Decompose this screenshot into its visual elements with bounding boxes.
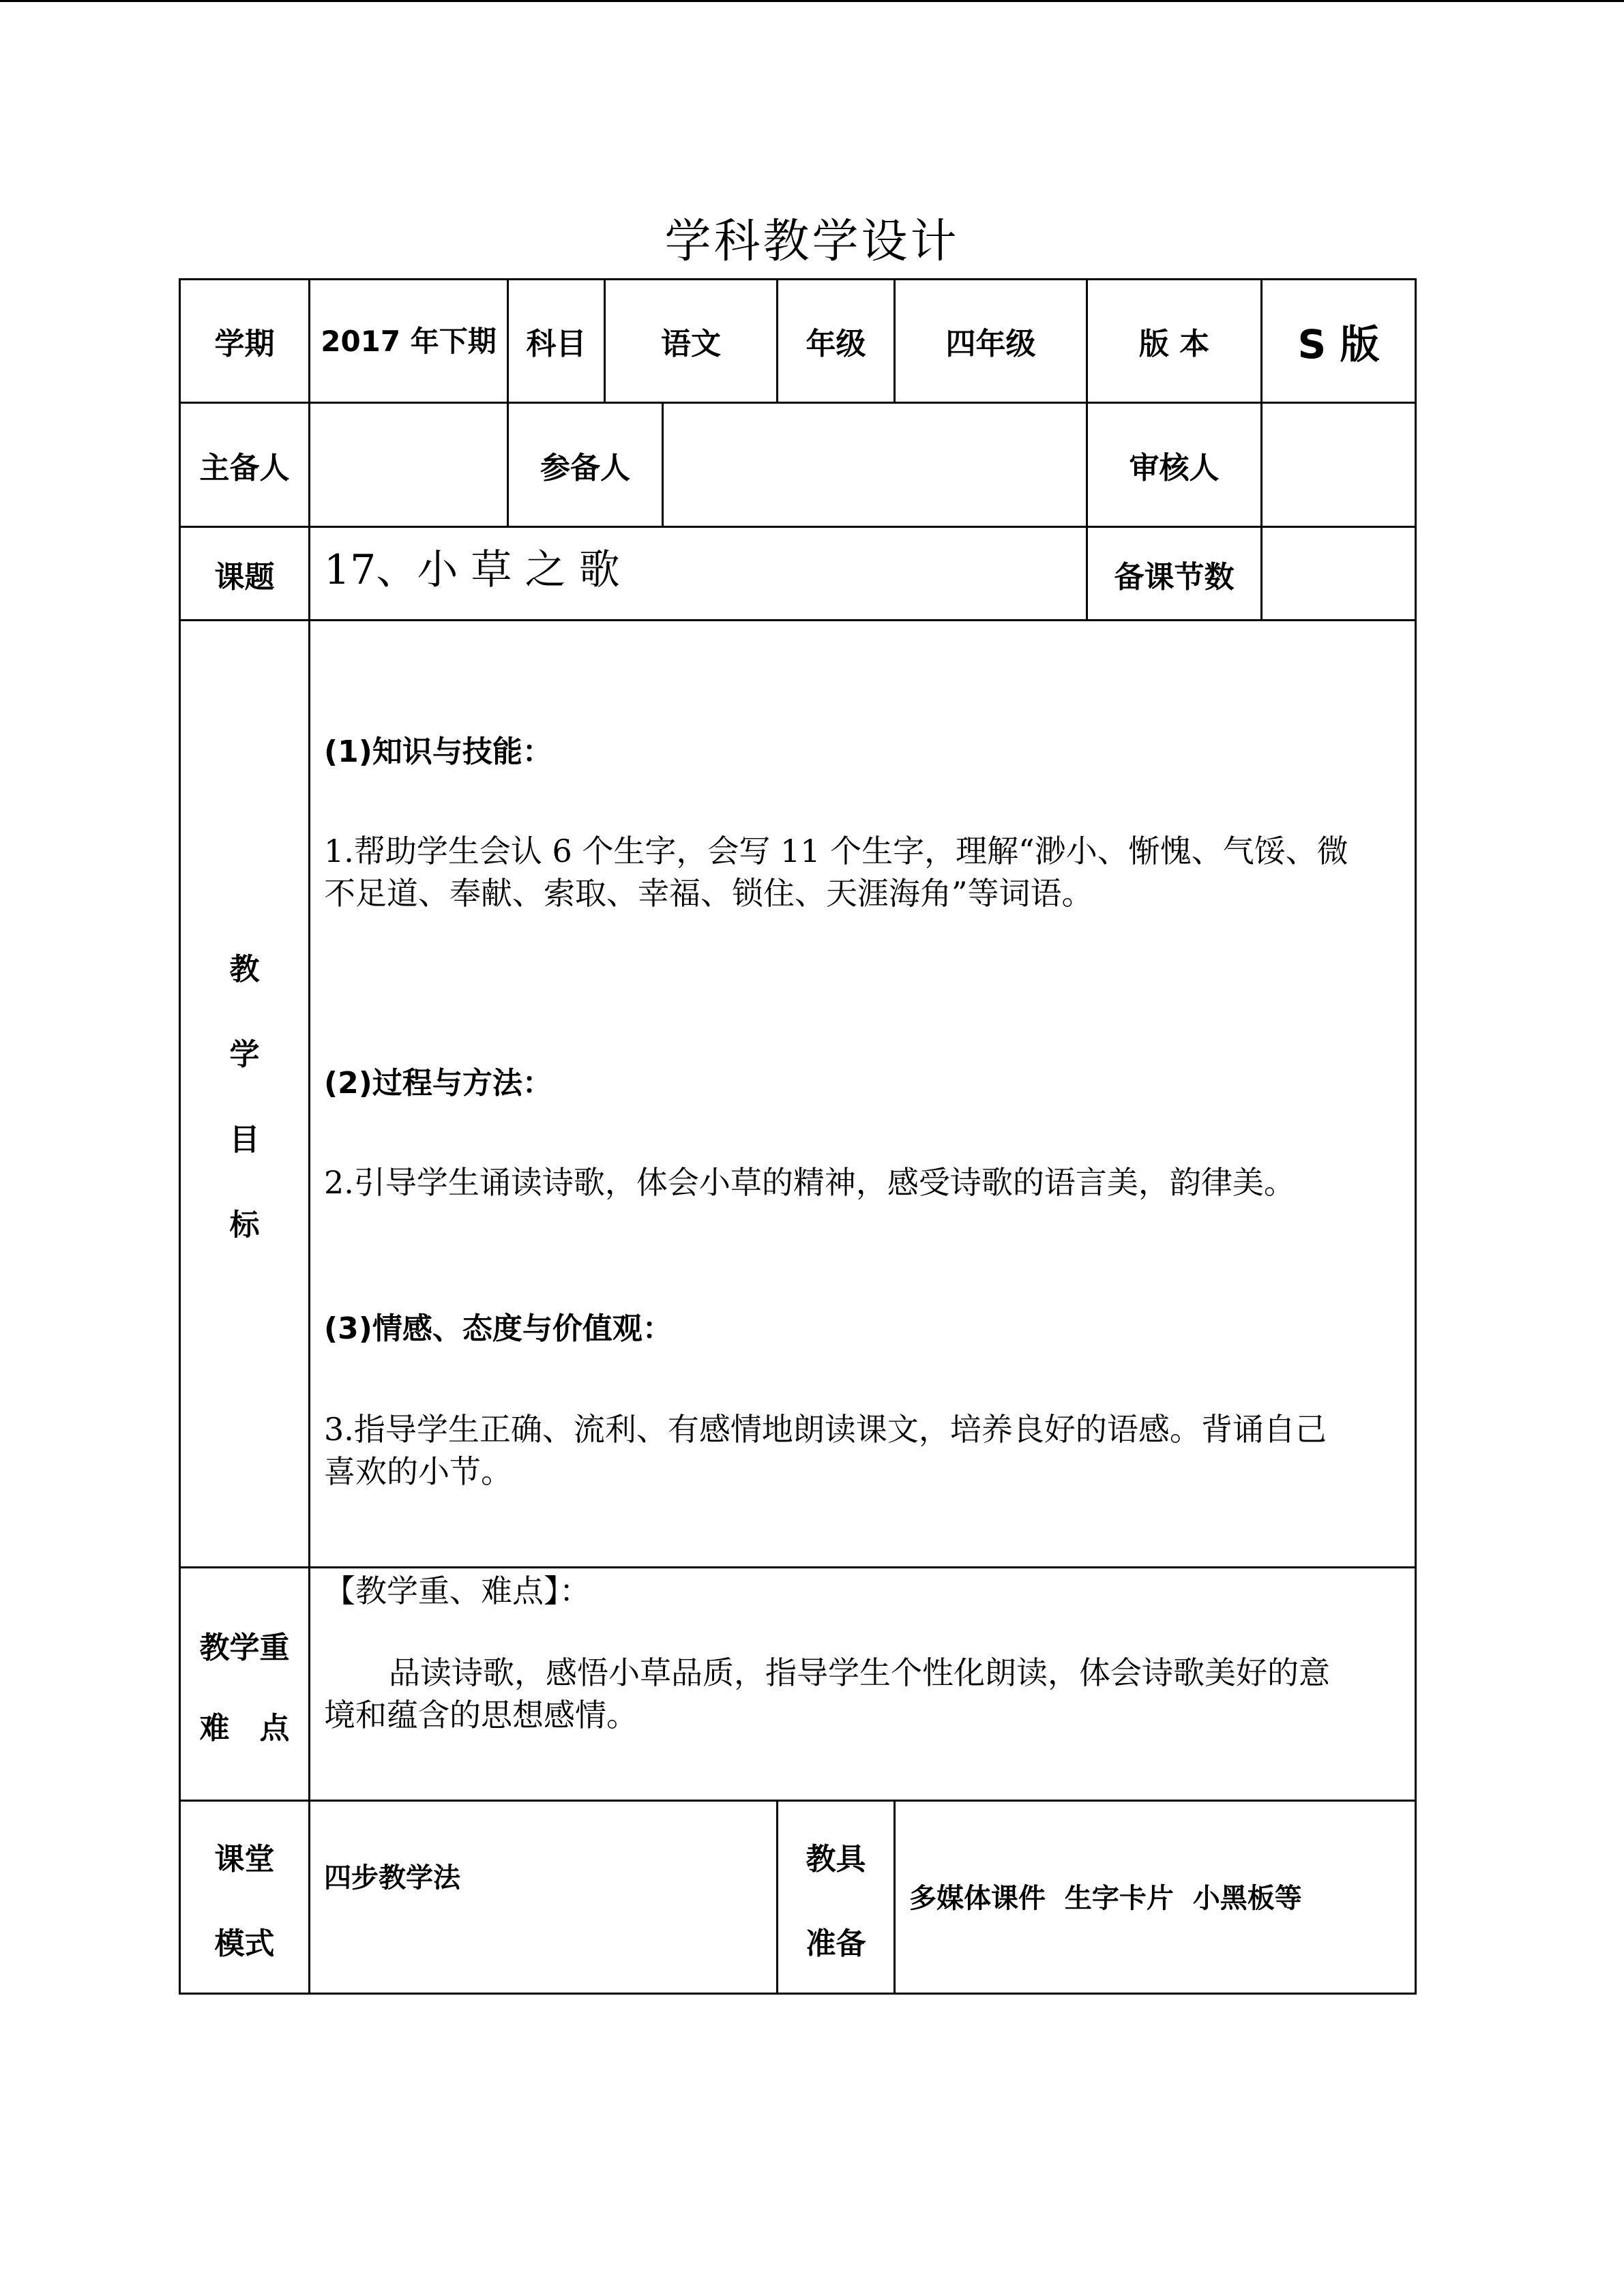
- periods-label: 备课节数: [1114, 560, 1235, 595]
- teaching-tools-label: 教具: [806, 1842, 866, 1877]
- objective-text-line: 1.帮助学生会认 6 个生字，会写 11 个生字，理解“渺小、惭愧、气馁、微: [324, 833, 1348, 869]
- top-border: [0, 0, 1624, 2]
- objective-text-line: 不足道、奉献、索取、幸福、锁住、天涯海角”等词语。: [324, 875, 1093, 912]
- key-points-heading: 【教学重、难点】：: [324, 1572, 591, 1609]
- key-points-text-line: 境和蕴含的思想感情。: [324, 1697, 638, 1733]
- objective-text-line: 2.引导学生诵读诗歌，体会小草的精神，感受诗歌的语言美，韵律美。: [324, 1164, 1295, 1201]
- table-border-right: [1415, 278, 1417, 1995]
- edition-label: 版 本: [1138, 327, 1210, 361]
- subject-label: 科目: [526, 327, 587, 361]
- reviewer-label: 审核人: [1129, 451, 1220, 486]
- key-points-label: 教学重: [199, 1630, 290, 1665]
- objective-heading-process: (2)过程与方法：: [324, 1066, 552, 1101]
- row-divider: [179, 619, 1417, 621]
- objective-text-line: 喜欢的小节。: [324, 1453, 512, 1490]
- topic-value: 17、小 草 之 歌: [324, 546, 620, 594]
- co-preparer-label: 参备人: [540, 451, 630, 486]
- key-points-label: 难 点: [199, 1711, 290, 1746]
- row-divider: [179, 1800, 1417, 1802]
- topic-label: 课题: [214, 560, 275, 595]
- objectives-label-char: 目: [229, 1122, 260, 1157]
- row-divider: [179, 402, 1417, 404]
- column-divider: [662, 402, 664, 527]
- class-mode-label: 课堂: [214, 1842, 275, 1877]
- class-mode-label: 模式: [214, 1926, 275, 1961]
- grade-label: 年级: [806, 327, 866, 361]
- column-divider: [894, 1800, 896, 1995]
- table-border-bottom: [179, 1993, 1417, 1995]
- row-divider: [179, 526, 1417, 528]
- page-title: 学科教学设计: [664, 215, 960, 269]
- column-divider: [308, 278, 310, 1995]
- semester-label: 学期: [214, 327, 275, 361]
- row-divider: [179, 1566, 1417, 1568]
- column-divider: [776, 1800, 778, 1995]
- objective-text-line: 3.指导学生正确、流利、有感情地朗读课文，培养良好的语感。背诵自己: [324, 1411, 1327, 1448]
- subject-value: 语文: [661, 327, 721, 361]
- objectives-label-char: 学: [229, 1037, 260, 1072]
- table-border-top: [179, 278, 1417, 280]
- class-mode-value: 四步教学法: [324, 1862, 460, 1894]
- teaching-tools-label: 准备: [806, 1926, 866, 1961]
- grade-value: 四年级: [945, 327, 1036, 361]
- main-preparer-label: 主备人: [199, 451, 290, 486]
- objectives-label-char: 教: [229, 952, 260, 987]
- edition-value: S 版: [1297, 321, 1380, 368]
- key-points-text-line: 品读诗歌，感悟小草品质，指导学生个性化朗读，体会诗歌美好的意: [389, 1654, 1330, 1691]
- semester-value: 2017 年下期: [321, 325, 497, 358]
- objective-heading-knowledge: (1)知识与技能：: [324, 734, 552, 769]
- objectives-label-char: 标: [229, 1208, 260, 1242]
- objective-heading-attitude: (3)情感、态度与价值观：: [324, 1311, 673, 1346]
- teaching-tools-value: 多媒体课件 生字卡片 小黑板等: [909, 1883, 1302, 1914]
